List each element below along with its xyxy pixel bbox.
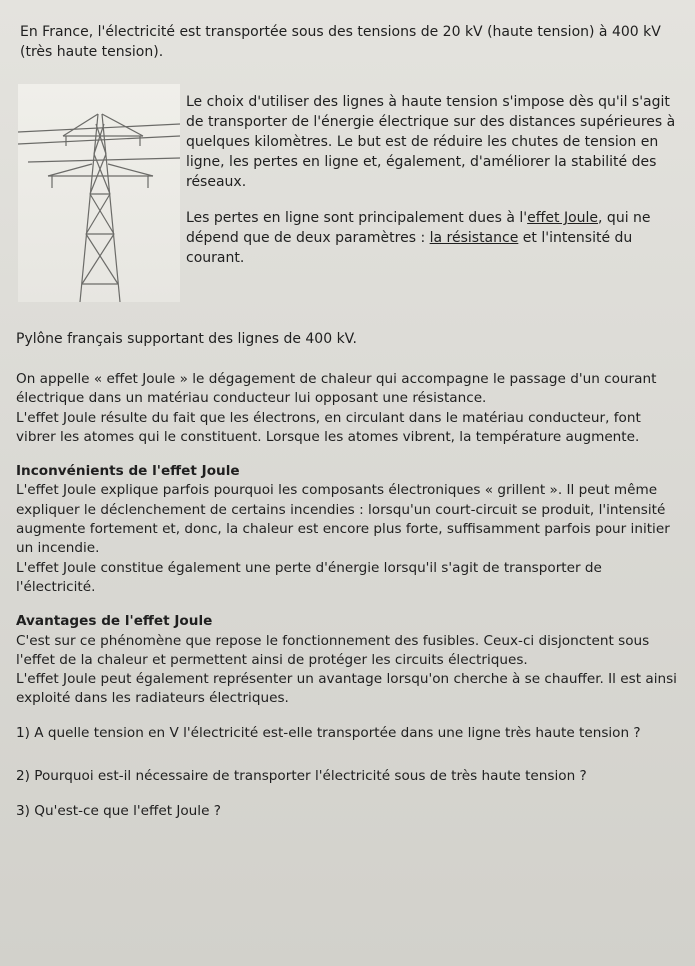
avantages-paragraph: C'est sur ce phénomène que repose le fonctionnement des fusibles. Ceux-ci disjonctent sous l'effet de la chaleur et permettent ainsi de protéger les circuits électriques. xyxy=(16,632,650,668)
side-paragraph-2-part-c: et l'intensité du courant. xyxy=(186,230,633,266)
pylon-illustration xyxy=(18,84,180,302)
question-1: 1) A quelle tension en V l'électricité est-elle transportée dans une ligne très haute tension ? xyxy=(16,724,641,741)
inconvenients-paragraph: L'effet Joule explique parfois pourquoi les composants électroniques « grillent ». Il peut même expliquer le déclenchement de certains incendies : lorsqu'un court-circuit se produit, l'intensité augmente fortement et, donc, la chaleur est encore plus forte, suffisamment parfois pour initier un incendie. xyxy=(16,482,670,557)
inconvenients-paragraph: L'effet Joule constitue également une perte d'énergie lorsqu'il s'agit de transporter de l'électricité. xyxy=(16,559,602,595)
effet-joule-link[interactable]: effet Joule xyxy=(527,210,599,226)
resistance-link[interactable]: la résistance xyxy=(429,230,519,246)
main-text xyxy=(16,370,684,822)
side-text-block xyxy=(186,92,682,284)
definition-paragraph: On appelle « effet Joule » le dégagement de chaleur qui accompagne le passage d'un courant électrique dans un matériau conducteur lui opposant une résistance. xyxy=(16,371,657,407)
avantages-heading: Avantages de l'effet Joule xyxy=(16,613,213,630)
definition-paragraph: L'effet Joule résulte du fait que les électrons, en circulant dans le matériau conducteur, font vibrer les atomes qui le constituent. Lorsque les atomes vibrent, la température augmente. xyxy=(16,409,641,445)
side-paragraph-2 xyxy=(186,208,682,268)
side-paragraph-2-part-a: Les pertes en ligne sont principalement dues à l' xyxy=(186,210,528,226)
side-paragraph-1: Le choix d'utiliser des lignes à haute tension s'impose dès qu'il s'agit de transporter de l'énergie électrique sur des distances supérieures à quelques kilomètres. Le but est de réduire les chutes de tension en ligne, les pertes en ligne et, également, d'améliorer la stabilité des réseaux. xyxy=(186,94,676,190)
inconvenients-heading: Inconvénients de l'effet Joule xyxy=(16,463,240,480)
photo-caption: Pylône français supportant des lignes de 400 kV. xyxy=(16,331,357,347)
avantages-paragraph: L'effet Joule peut également représenter un avantage lorsqu'on cherche à se chauffer. Il est ainsi exploité dans les radiateurs électriques. xyxy=(16,671,677,707)
question-2: 2) Pourquoi est-il nécessaire de transporter l'électricité sous de très haute tension ? xyxy=(16,768,587,785)
intro-text: En France, l'électricité est transportée sous des tensions de 20 kV (haute tension) à 400 kV (très haute tension). xyxy=(20,24,661,60)
question-3: 3) Qu'est-ce que l'effet Joule ? xyxy=(16,803,221,820)
side-paragraph-2-part-b: , qui ne dépend que de deux paramètres : xyxy=(186,210,651,246)
pylon-photo xyxy=(18,84,180,302)
